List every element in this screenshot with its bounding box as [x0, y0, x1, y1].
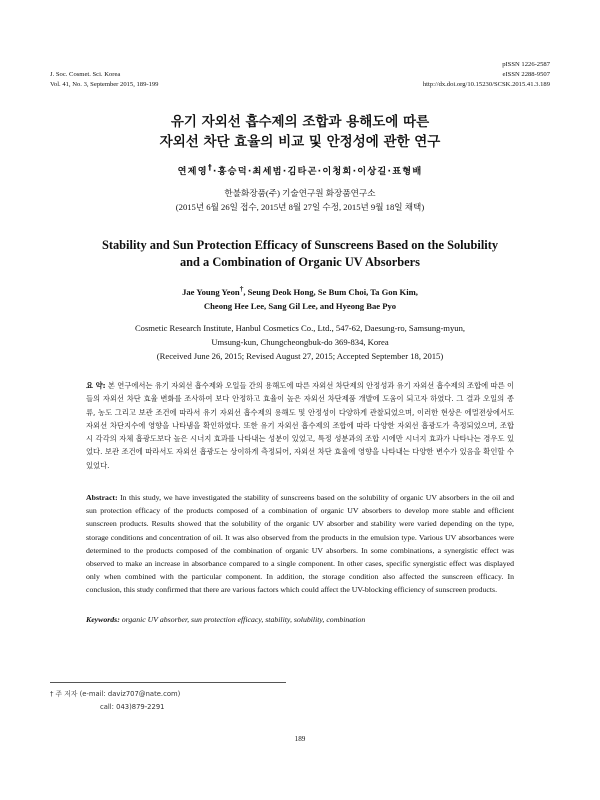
affiliation-english-line1: Cosmetic Research Institute, Hanbul Cosmetics Co., Ltd., 547-62, Daesung-ro, Samsung-myun,: [134, 323, 466, 333]
authors-korean-rest: ·홍승덕·최세범·김타곤·이청희·이상길·표형배: [212, 166, 423, 177]
author-first-korean: 연제영: [177, 166, 208, 177]
dates-english: (Received June 26, 2015; Revised August 27, 2015; Accepted September 18, 2015): [156, 351, 444, 361]
affiliation-english-line2: Umsung-kun, Chungcheongbuk-do 369-834, Korea: [211, 337, 389, 347]
abstract-korean: [86, 379, 514, 472]
page-number: 189: [294, 735, 306, 743]
affiliation-korean: [0, 186, 600, 214]
authors-english-line1-rest: , Seung Deok Hong, Se Bum Choi, Ta Gon Kim,: [243, 287, 418, 297]
footnote-divider: [50, 682, 286, 683]
corresponding-mark-english: †: [239, 284, 244, 294]
keywords: [86, 614, 514, 626]
journal-header-left: [50, 70, 158, 90]
corresponding-mark: †: [207, 162, 213, 172]
title-english-line1: Stability and Sun Protection Efficacy of Sunscreens Based on the Solubility: [101, 238, 499, 252]
journal-header-right: [423, 60, 550, 90]
title-english: [60, 237, 540, 271]
authors-english-line2: Cheong Hee Lee, Sang Gil Lee, and Hyeong Bae Pyo: [203, 301, 397, 311]
title-korean-line1: 유기 자외선 흡수제의 조합과 용해도에 따른: [170, 114, 430, 130]
abstract-english: [86, 491, 514, 597]
authors-english: [0, 285, 600, 313]
title-korean-line2: 자외선 차단 효율의 비교 및 안정성에 관한 연구: [159, 134, 441, 150]
abstract-english-text: In this study, we have investigated the stability of sunscreens based on the solubility of organic UV absorbers in the oil and sun protection efficacy of the products composed of a combination of organic UV absorbers to develop more stable and efficient sunscreen products. Results showed that the solubility of the organic UV absorber and stability were varied depending on the type, storage conditions and concentration of oil. It was also observed from the products in the emulsion type. Various UV absorbances were determined to the products composed of the combination of organic UV absorbers. In some combinations, a synergistic effect was observed to make an increase in absorbance compared to a single component. In other cases, specific synergistic effect was displayed only when combined with the particular component. In addition, the storage condition also affected the sunscreen efficacy. In conclusion, this study confirmed that there are various factors which could affect the UV-blocking efficiency of sunscreen products.: [86, 493, 514, 595]
abstract-korean-text: 본 연구에서는 유기 자외선 흡수제와 오일들 간의 용해도에 따른 자외선 차단제의 안정성과 유기 자외선 흡수제의 조합에 따른 이들의 자외선 차단 효율 변화를 조사하여 보다 안정하고 효율이 높은 자외선 차단제품 개발에 도움이 되고자 하였다. 그 결과 오일의 종류, 농도 그리고 보관 조건에 따라서 유기 자외선 흡수제의 용해도 및 안정성이 다양하게 관찰되었으며, 이러한 현상은 에멀젼상에서도 자외선 차단지수에 영향을 나타냄을 확인하였다. 또한 유기 자외선 흡수제의 조합에 따라 다양한 자외선 흡광도가 측정되었으며, 조합 시 각각의 자체 흡광도보다 높은 시너지 효과를 나타내는 성분이 있었고, 특정 성분과의 조합 시에만 시너지 효과가 나타나는 경우도 있었다. 보관 조건에 따라서도 자외선 흡광도는 상이하게 측정되어, 자외선 차단 효율에 영향을 나타내는 다양한 변수가 있음을 확인할 수 있었다.: [86, 381, 514, 470]
title-korean: [0, 112, 600, 152]
abstract-english-label: Abstract:: [86, 493, 118, 502]
affiliation-korean-name: 한불화장품(주) 기술연구원 화장품연구소: [224, 188, 376, 198]
pissn: pISSN 1226-2587: [502, 61, 550, 68]
dates-korean: (2015년 6월 26일 접수, 2015년 8월 27일 수정, 2015년 9월 18일 채택): [175, 202, 425, 212]
author-first-english: Jae Young Yeon: [182, 287, 240, 297]
eissn: eISSN 2288-9507: [502, 71, 550, 78]
authors-korean: [0, 163, 600, 177]
footnote: [50, 688, 180, 714]
keywords-label: Keywords:: [86, 615, 120, 624]
abstract-korean-label: 요 약:: [86, 381, 106, 390]
doi-link[interactable]: http://dx.doi.org/10.15230/SCSK.2015.41.3.189: [422, 81, 550, 88]
journal-volume: Vol. 41, No. 3, September 2015, 189-199: [50, 81, 159, 88]
footnote-phone: call: 043)879-2291: [100, 703, 165, 711]
journal-name: J. Soc. Cosmet. Sci. Korea: [50, 71, 121, 78]
authors-english-line1: [0, 285, 600, 299]
footnote-corresponding-author: † 주 저자 (e-mail: daviz707@nate.com): [50, 690, 181, 698]
keywords-text: organic UV absorber, sun protection efficacy, stability, solubility, combination: [121, 615, 366, 624]
title-english-line2: and a Combination of Organic UV Absorbers: [179, 255, 421, 269]
affiliation-english: [0, 321, 600, 363]
